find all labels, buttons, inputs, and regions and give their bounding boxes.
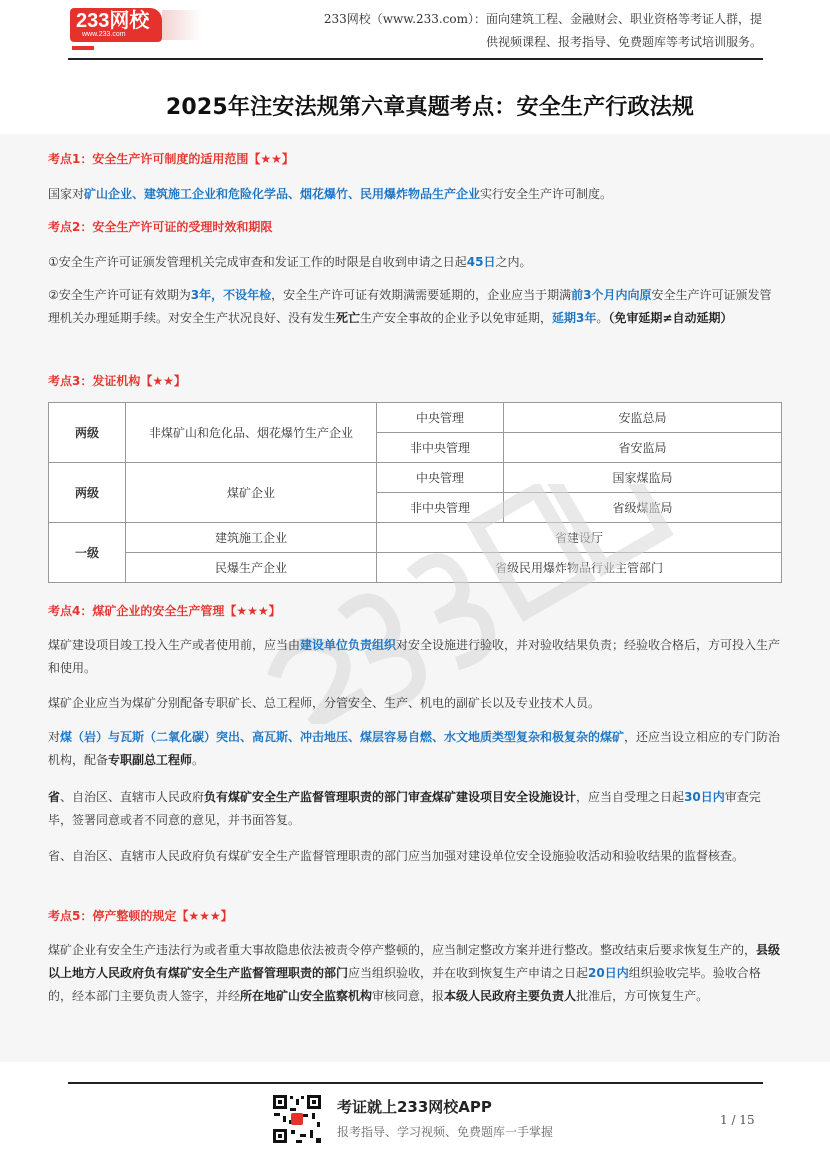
header-divider [68,58,763,60]
section-heading-5: 考点5：停产整顿的规定【★★★】 [48,909,233,923]
table-cell-authority: 省级民用爆炸物品行业主管部门 [377,553,782,583]
table-cell-management: 中央管理 [377,403,504,433]
page-number: 1 / 15 [720,1113,755,1127]
table-cell-level: 两级 [49,403,126,463]
logo-tail [162,10,202,40]
section-heading-4: 考点4：煤矿企业的安全生产管理【★★★】 [48,604,281,618]
table-row [49,523,782,553]
table-cell-authority: 省建设厅 [377,523,782,553]
footer-app-subtitle: 报考指导、学习视频、免费题库一手掌握 [337,1125,554,1139]
table-cell-category: 非煤矿山和危化品、烟花爆竹生产企业 [126,403,377,463]
header-line-2: 供视频课程、报考指导、免费题库等考试培训服务。 [485,35,762,49]
paragraph: ②安全生产许可证有效期为3年，不设年检，安全生产许可证有效期满需要延期的，企业应当于期满前3个月内向原安全生产许可证颁发管理机关办理延期手续。对安全生产状况良好、没有发生死亡生产安全事故的企业予以免审延期，延期3年。（免审延期≠自动延期） [48,288,772,325]
section-heading-2: 考点2：安全生产许可证的受理时效和期限 [48,220,273,234]
table-cell-category: 民爆生产企业 [126,553,377,583]
logo-url: www.233.com [82,31,126,38]
table-cell-authority: 国家煤监局 [504,463,782,493]
header-line-1: 233网校（www.233.com）：面向建筑工程、金融财会、职业资格等考证人群，提 [323,12,762,26]
table-row [49,463,782,493]
paragraph: 煤矿建设项目竣工投入生产或者使用前，应当由建设单位负责组织对安全设施进行验收，并对验收结果负责；经验收合格后，方可投入生产和使用。 [48,638,781,675]
table-row [49,553,782,583]
table-cell-authority: 安监总局 [504,403,782,433]
logo-text: 233网校 [76,10,150,32]
qr-code-icon[interactable] [272,1094,322,1144]
footer-app-title: 考证就上233网校APP [337,1098,492,1116]
page-header [0,0,830,62]
content-area [0,134,830,1062]
header-tagline [272,8,762,54]
table-row [49,403,782,433]
table-cell-level: 一级 [49,523,126,583]
page-title: 2025年注安法规第六章真题考点：安全生产行政法规 [165,95,695,120]
logo-dash [72,46,94,50]
logo-badge [70,8,162,42]
table-cell-management: 中央管理 [377,463,504,493]
table-cell-authority: 省级煤监局 [504,493,782,523]
table-cell-category: 煤矿企业 [126,463,377,523]
paragraph: 国家对矿山企业、建筑施工企业和危险化学品、烟花爆竹、民用爆炸物品生产企业实行安全生产许可制度。 [48,187,613,201]
section-heading-1: 考点1：安全生产许可制度的适用范围【★★】 [48,152,294,166]
paragraph: 省、自治区、直辖市人民政府负有煤矿安全生产监督管理职责的部门审查煤矿建设项目安全设施设计，应当自受理之日起30日内审查完毕，签署同意或者不同意的意见，并书面答复。 [48,790,761,827]
table-cell-management: 非中央管理 [377,433,504,463]
paragraph: 省、自治区、直辖市人民政府负有煤矿安全生产监督管理职责的部门应当加强对建设单位安全设施验收活动和验收结果的监督核查。 [48,849,745,863]
table-cell-level: 两级 [49,463,126,523]
section-heading-3: 考点3：发证机构【★★】 [48,374,186,388]
paragraph: 煤矿企业有安全生产违法行为或者重大事故隐患依法被责令停产整顿的，应当制定整改方案并进行整改。整改结束后要求恢复生产的，县级以上地方人民政府负有煤矿安全生产监督管理职责的部门应当组织验收，并在收到恢复生产申请之日起20日内组织验收完毕。验收合格的，经本部门主要负责人签字，并经所在地矿山安全监察机构审核同意，报本级人民政府主要负责人批准后，方可恢复生产。 [48,943,781,1003]
table-cell-authority: 省安监局 [504,433,782,463]
brand-logo[interactable] [70,8,204,46]
table-cell-management: 非中央管理 [377,493,504,523]
footer-divider [68,1082,763,1084]
paragraph: 对煤（岩）与瓦斯（二氧化碳）突出、高瓦斯、冲击地压、煤层容易自燃、水文地质类型复杂和极复杂的煤矿，还应当设立相应的专门防治机构，配备专职副总工程师。 [48,730,781,767]
table-cell-category: 建筑施工企业 [126,523,377,553]
issuing-authority-table [48,402,782,583]
paragraph: 煤矿企业应当为煤矿分别配备专职矿长、总工程师，分管安全、生产、机电的副矿长以及专业技术人员。 [48,696,601,710]
paragraph: ①安全生产许可证颁发管理机关完成审查和发证工作的时限是自收到申请之日起45日之内。 [48,255,532,269]
